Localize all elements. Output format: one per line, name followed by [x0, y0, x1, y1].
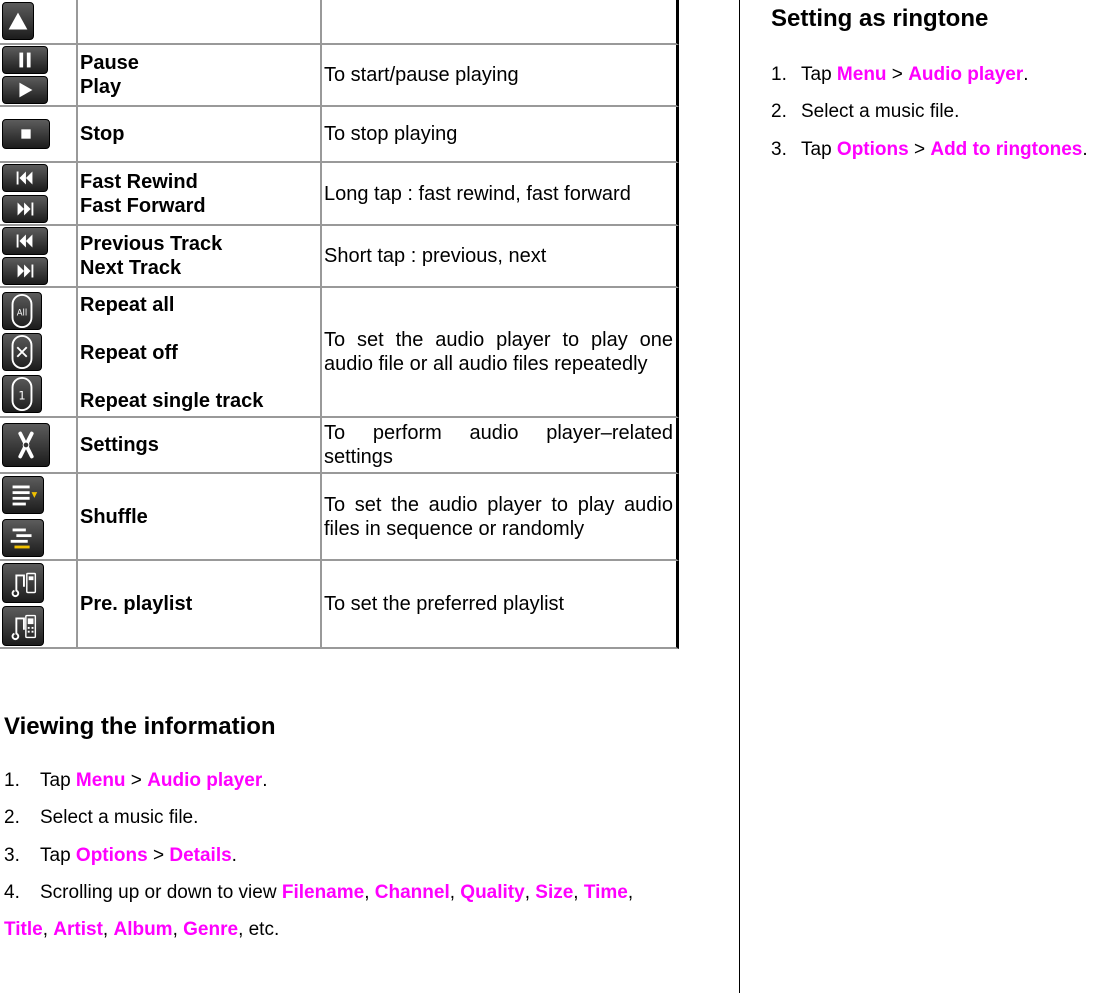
field-name: Artist — [53, 919, 103, 940]
field-name: Title — [4, 919, 43, 940]
item-description: To set the audio player to play one audio file or all audio files repeatedly — [324, 329, 673, 375]
stop-icon — [2, 119, 50, 149]
item-name: Repeat single track — [80, 390, 264, 412]
section-heading: Setting as ringtone — [771, 5, 989, 32]
item-name: Previous Track — [80, 233, 223, 255]
list-item: 1. Tap Menu > Audio player. — [4, 770, 268, 791]
list-item: 1. Tap Menu > Audio player. — [771, 64, 1029, 85]
item-name: Pre. playlist — [80, 593, 193, 615]
item-description: To stop playing — [324, 123, 458, 145]
item-name: Pause — [80, 52, 139, 74]
table-row — [0, 418, 679, 474]
list-item: 2. Select a music file. — [771, 101, 960, 122]
table-row — [0, 163, 679, 226]
repeat-off-icon — [2, 333, 42, 371]
column-divider — [739, 0, 740, 993]
menu-path-item: Options — [75, 845, 148, 866]
table-row — [0, 561, 679, 649]
forward-icon — [2, 195, 48, 223]
field-name: Filename — [281, 882, 365, 903]
item-description: To start/pause playing — [324, 64, 519, 86]
menu-path-item: Audio player — [147, 770, 263, 791]
menu-path-item: Details — [169, 845, 232, 866]
next-track-icon — [2, 257, 48, 285]
play-icon — [2, 76, 48, 104]
section-heading: Viewing the information — [4, 713, 276, 740]
item-name: Repeat off — [80, 342, 178, 364]
menu-path-item: Options — [836, 139, 909, 160]
field-name: Channel — [374, 882, 450, 903]
svg-text:All: All — [16, 308, 28, 319]
menu-path-item: Menu — [836, 64, 887, 85]
item-description: To perform audio player–related settings — [324, 422, 673, 468]
table-row — [0, 107, 679, 163]
item-description: Long tap : fast rewind, fast forward — [324, 182, 631, 205]
shuffle-random-icon — [2, 519, 44, 557]
menu-path-item: Menu — [75, 770, 126, 791]
item-name: Next Track — [80, 257, 182, 279]
table-row — [0, 45, 679, 107]
table-row — [0, 0, 679, 45]
menu-path-item: Audio player — [908, 64, 1024, 85]
list-item: 2. Select a music file. — [4, 807, 199, 828]
item-name: Shuffle — [80, 505, 148, 528]
list-item: 3. Tap Options > Add to ringtones. — [771, 139, 1088, 160]
item-description: Short tap : previous, next — [324, 245, 547, 267]
table-row — [0, 288, 679, 418]
field-name: Genre — [183, 919, 239, 940]
item-name: Settings — [80, 434, 159, 456]
table-row — [0, 474, 679, 561]
table-row — [0, 226, 679, 288]
field-name: Album — [113, 919, 173, 940]
list-item: 3. Tap Options > Details. — [4, 845, 237, 866]
previous-track-icon — [2, 227, 48, 255]
repeat-all-icon — [2, 292, 42, 330]
item-name: Fast Forward — [80, 194, 206, 217]
item-name: Stop — [80, 123, 125, 145]
shuffle-sequence-icon — [2, 476, 44, 514]
item-description: To set the audio player to play audio files in sequence or randomly — [324, 493, 673, 540]
item-name: Play — [80, 76, 122, 98]
item-name: Repeat all — [80, 294, 175, 316]
list-item: 4. Scrolling up or down to view Filename, Channel, Quality, Size, Time, — [4, 882, 634, 903]
playlist-phone-icon — [2, 606, 44, 646]
field-name: Time — [583, 882, 628, 903]
repeat-single-icon — [2, 375, 42, 413]
item-name: Fast Rewind — [80, 170, 198, 193]
svg-text:1: 1 — [18, 388, 26, 403]
menu-path-item: Add to ringtones — [930, 139, 1083, 160]
settings-icon — [2, 423, 50, 467]
field-name: Quality — [460, 882, 525, 903]
field-name: Size — [535, 882, 574, 903]
item-description: To set the preferred playlist — [324, 593, 565, 615]
playlist-music-icon — [2, 563, 44, 603]
rewind-icon — [2, 164, 48, 192]
pause-icon — [2, 46, 48, 74]
up-arrow-icon — [2, 2, 34, 40]
list-item-continued: Title, Artist, Album, Genre, etc. — [4, 919, 280, 940]
